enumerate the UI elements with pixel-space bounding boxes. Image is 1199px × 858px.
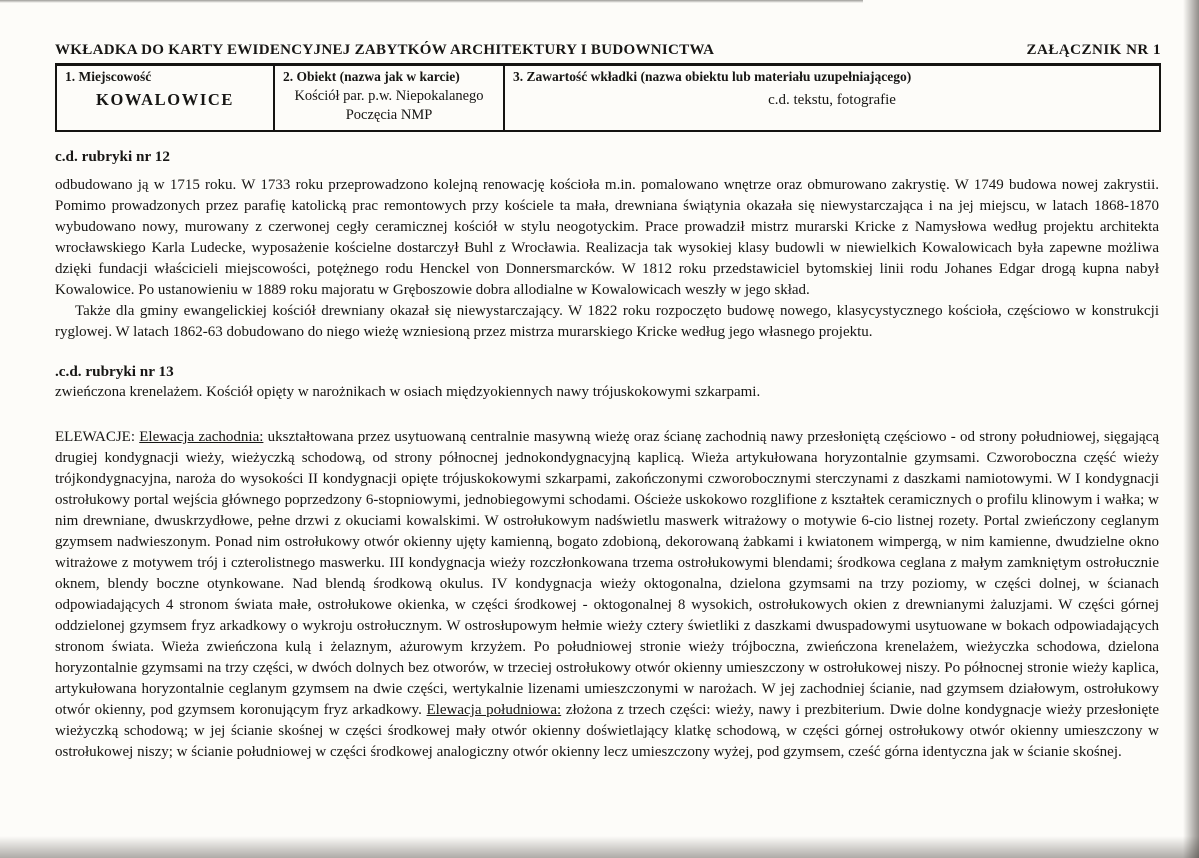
attachment-number-label: ZAŁĄCZNIK NR 1	[1026, 42, 1161, 58]
section-heading-rubryka-13: .c.d. rubryki nr 13	[55, 362, 174, 380]
field-value-miejscowosc: KOWALOWICE	[96, 90, 234, 109]
document-header	[55, 42, 1161, 63]
spacer	[55, 403, 1159, 427]
rubryka-13-text: zwieńczona krenelażem. Kościół opięty w narożnikach w osiach międzyokiennych nawy trójuskokowymi szkarpami.	[55, 383, 761, 400]
elewacja-zachodnia-label: Elewacja zachodnia:	[139, 428, 264, 445]
section-heading-rubryka-12: c.d. rubryki nr 12	[55, 147, 170, 165]
elewacje-prefix: ELEWACJE:	[55, 428, 140, 445]
scan-edge-top	[0, 0, 863, 3]
cell-obiekt	[274, 65, 504, 131]
elewacja-poludniowa-label: Elewacja południowa:	[426, 701, 562, 718]
elewacja-zachodnia-text: ukształtowana przez usytuowaną centralnie masywną wieżę oraz ścianę zachodnią nawy przesłoniętą częściowo - od strony południowej, sięgającą drugiej kondygnacji wieży, wieżyczką schodową, od strony północnej jednokondygnacyjną kaplicą. Wieża artykułowana horyzontalnie gzymsami. Czworoboczna część wieży trójkondygnacyjna, naroża do wysokości II kondygnacji opięte trójuskokowymi szkarpami, zakończonymi czworobocznymi sterczynami z daszkami namiotowymi. W I kondygnacji ostrołukowy portal wejścia głównego poprzedzony 6-stopniowymi, jednobiegowymi schodami. Ościeże uskokowo rozglifione z kształtek ceramicznych o profilu klinowym i wałka; w nim drewniane, dwuskrzydłowe, pełne drzwi z okuciami kowalskimi. W ostrołukowym nadświetlu maswerk witrażowy o motywie 6-cio listnej rozety. Portal zwieńczony ceglanym gzymsem nadwieszonym. Ponad nim ostrołukowy otwór okienny ujęty kamienną, bogato zdobioną, dekorowaną żabkami i kwiatonem wimpergą, w nim kamienne, dwudzielne okno witrażowe z motywem trój i czterolistnego maswerku. III kondygnacja wieży rozczłonkowana trzema ostrołukowymi blendami; środkowa ceglana z małym zamkniętym ostrołucznie oknem, blendy boczne otynkowane. Nad blendą środkową okulus. IV kondygnacja wieży oktogonalna, dzielona gzymsami na trzy poziomy, w części dolnej, w ścianach odpowiadających 4 stronom świata małe, ostrołukowe okienka, w części środkowej - oktogonalnej 8 wysokich, ostrołukowych okien z drewnianymi żaluzjami. W części górnej oddzielonej gzymsem fryz arkadkowy o wykroju ostrołucznym. W ostrosłupowym hełmie wieży cztery świetliki z daszkami dwuspadowymi usytuowane w bokach odpowiadających stronom świata. Wieża zwieńczona kulą i żelaznym, ażurowym krzyżem. Po południowej stronie wieży trójboczna, zwieńczona krenelażem, wieżyczka schodowa, dzielona horyzontalnie gzymsami na trzy części, w dwóch dolnych bez otworów, w trzeciej ostrołukowy otwór okienny umieszczony w ostrołukowej niszy. Po północnej stronie wieży kaplica, artykułowana horyzontalnie ceglanym gzymsem na dwie części, wertykalnie lizenami umieszczonymi w narożach. W jej zachodniej ścianie, nad gzymsem działowym, ostrołukowy otwór okienny, pod gzymsem koronującym fryz arkadkowy.	[55, 428, 1159, 718]
scan-edge-right	[1183, 0, 1199, 858]
document-title: WKŁADKA DO KARTY EWIDENCYJNEJ ZABYTKÓW ARCHITEKTURY I BUDOWNICTWA	[55, 42, 715, 58]
field-label-obiekt: 2. Obiekt (nazwa jak w karcie)	[283, 69, 460, 84]
rubryka-12-paragraph-1: odbudowano ją w 1715 roku. W 1733 roku przeprowadzono kolejną renowację kościoła m.in. pomalowano wnętrze oraz obmurowano zakrystię. W 1749 budowa nowej zakrystii. Pomimo prowadzonych przez parafię katolicką prac remontowych przy kościele ta mała, drewniana świątynia okazała się niewystarczająca i na jej miejscu, w latach 1868-1870 wybudowano nowy, murowany z czerwonej cegły ceramicznej kościół w stylu neogotyckim. Prace prowadził mistrz murarski Kricke z Namysłowa według projektu architekta wrocławskiego Karla Ludecke, wyposażenie kościelne dostarczył Buhl z Wrocławia. Realizacja tak wysokiej klasy budowli w niewielkich Kowalowicach była zapewne możliwa dzięki fundacji właścicieli miejscowości, potężnego rodu Henckel von Donnersmarcków. W 1812 roku przedstawiciel bytomskiej linii rodu Johanes Edgar drogą kupna nabył Kowalowice. Po ustanowieniu w 1889 roku majoratu w Gręboszowie dobra allodialne w Kowalowicach weszły w jego skład.	[55, 176, 1159, 298]
info-table-row	[56, 65, 1160, 131]
document-body	[55, 146, 1159, 763]
scan-edge-bottom	[0, 836, 1199, 858]
field-label-miejscowosc: 1. Miejscowość	[65, 69, 152, 84]
cell-miejscowosc	[56, 65, 274, 131]
field-value-zawartosc: c.d. tekstu, fotografie	[768, 92, 896, 108]
rubryka-12-paragraph-2: Także dla gminy ewangelickiej kościół drewniany okazał się niewystarczający. W 1822 roku rozpoczęto budowę nowego, klasycystycznego kościoła, częściowo w konstrukcji ryglowej. W latach 1862-63 dobudowano do niego wieżę wzniesioną przez mistrza murarskiego Kricke według jego własnego projektu.	[55, 302, 1159, 340]
field-value-obiekt: Kościół par. p.w. Niepokalanego Poczęcia NMP	[294, 88, 484, 123]
cell-zawartosc	[504, 65, 1160, 131]
elewacje-paragraph	[55, 427, 1159, 763]
elewacja-poludniowa-text: złożona z trzech części: wieży, nawy i prezbiterium. Dwie dolne kondygnacje wieży przesłonięte wieżyczką schodową; w jej ścianie skośnej w części środkowej mały otwór okienny doświetlający klatkę schodową, w części górnej ostrołukowy otwór okienny umieszczony w ostrołukowej niszy; w ścianie południowej w części środkowej analogiczny otwór okienny lecz umieszczony wyżej, pod gzymsem, cześć górna identyczna jak w ścianie skośnej.	[55, 701, 1160, 760]
field-label-zawartosc: 3. Zawartość wkładki (nazwa obiektu lub materiału uzupełniającego)	[513, 69, 912, 84]
info-table	[55, 63, 1161, 132]
